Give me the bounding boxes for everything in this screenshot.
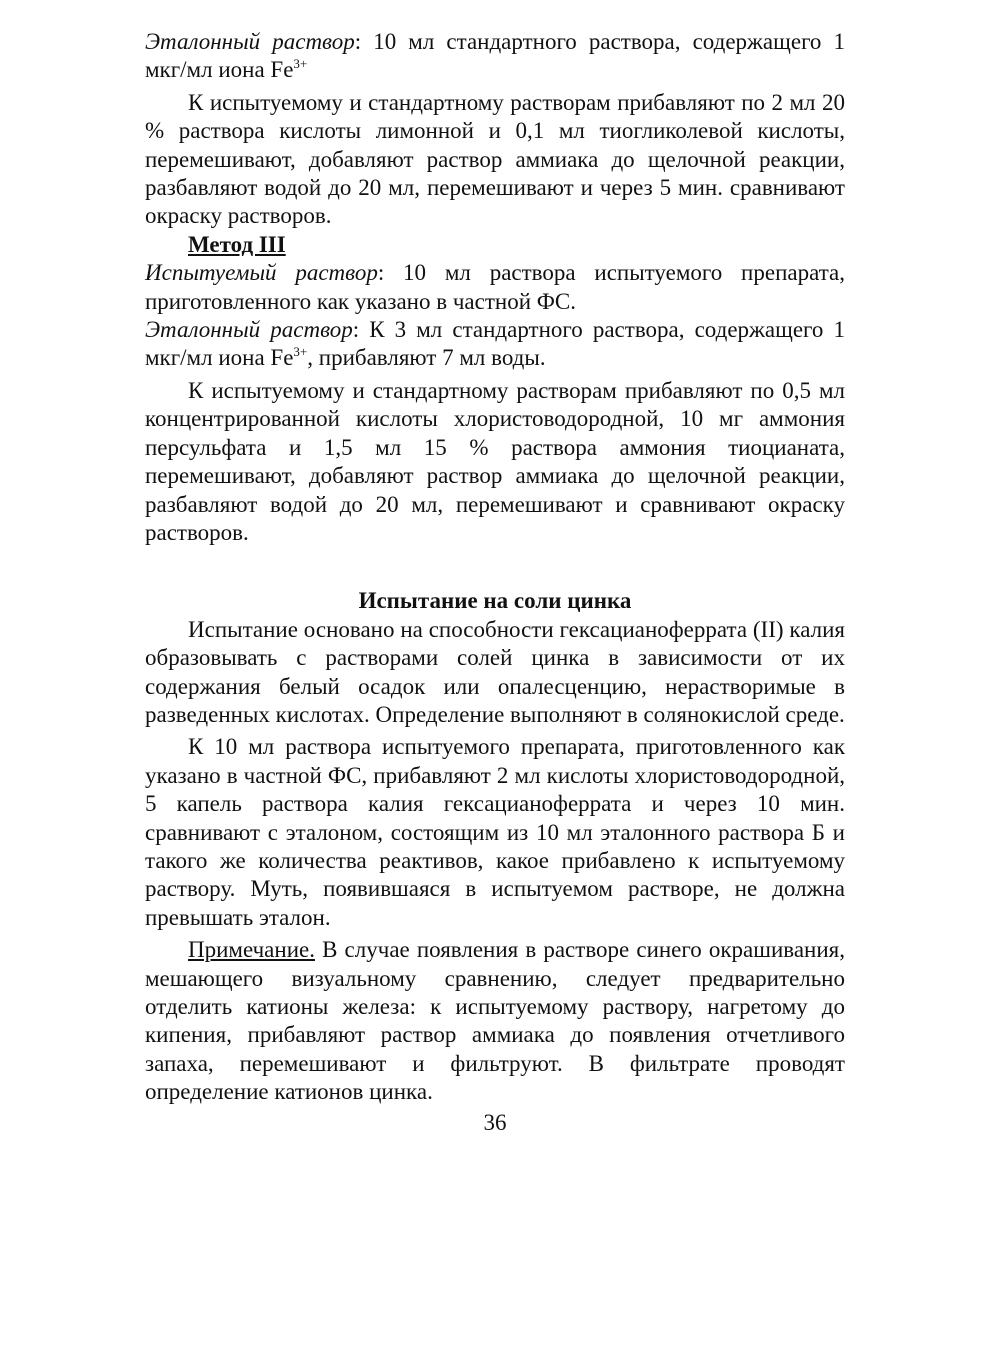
principle-paragraph: Испытание основано на способности гексацианоферрата (II) калия образовывать с растворами солей цинка в зависимости от их содержания белый осадок или опалесценцию, нерастворимые в разведенных кислотах. Определение выполняют в солянокислой среде.: [145, 616, 845, 727]
test-solution-label: Испытуемый раствор: [145, 260, 378, 286]
method-heading: Метод III: [188, 231, 286, 257]
ion-charge-2: 3+: [293, 343, 308, 359]
procedure-paragraph-2: К испытуемому и стандартному растворам прибавляют по 0,5 мл концентрированной кислоты хлористоводородной, 10 мг аммония персульфата и 1,5 мл 15 % раствора аммония тиоцианата, перемешивают, добавляют раствор аммиака до щелочной реакции, разбавляют водой до 20 мл, перемешивают и сравнивают окраску растворов.: [145, 377, 845, 545]
zinc-procedure-paragraph: К 10 мл раствора испытуемого препарата, приготовленного как указано в частной ФС, прибавляют 2 мл кислоты хлористоводородной, 5 капель раствора калия гексацианоферрата и через 10 мин. сравнивают с эталоном, состоящим из 10 мл эталонного раствора Б и такого же количества реактивов, какое прибавлено к испытуемому раствору. Муть, появившаяся в испытуемом растворе, не должна превышать эталон.: [145, 734, 845, 930]
procedure-paragraph: К испытуемому и стандартному растворам прибавляют по 2 мл 20 % раствора кислоты лимонной и 0,1 мл тиогликолевой кислоты, перемешивают, добавляют раствор аммиака до щелочной реакции, разбавляют водой до 20 мл, перемешивают и через 5 мин. сравнивают окраску растворов.: [145, 89, 845, 229]
ion-charge: 3+: [293, 55, 308, 71]
test-solution-paragraph: [145, 259, 845, 316]
reference-solution-label-2: Эталонный раствор: [145, 317, 353, 343]
note-paragraph: [145, 936, 845, 1106]
page-number: 36: [483, 1110, 507, 1135]
reference-solution-paragraph: [145, 28, 845, 85]
reference-solution-tail: , прибавляют 7 мл воды.: [307, 345, 546, 371]
document-page: [145, 28, 845, 1107]
note-text: В случае появления в растворе синего окрашивания, мешающего визуальному сравнению, следует предварительно отделить катионы железа: к испытуемому раствору, нагретому до кипения, прибавляют раствор аммиака до появления отчетливого запаха, перемешивают и фильтруют. В фильтрате проводят определение катионов цинка.: [145, 937, 845, 1105]
test-solution-text: : 10 мл раствора испытуемого препарата, приготовленного как указано в частной ФС.: [145, 260, 845, 314]
reference-solution-label: Эталонный раствор: [145, 29, 355, 54]
section-heading: Испытание на соли цинка: [358, 588, 632, 614]
reference-solution-text-2: : К 3 мл стандартного раствора, содержащего 1 мкг/мл иона Fe: [145, 317, 845, 371]
reference-solution-text: : 10 мл стандартного раствора, содержащего 1 мкг/мл иона Fe: [145, 29, 846, 83]
reference-solution-paragraph-2: [145, 316, 845, 373]
note-label: Примечание.: [188, 937, 315, 963]
